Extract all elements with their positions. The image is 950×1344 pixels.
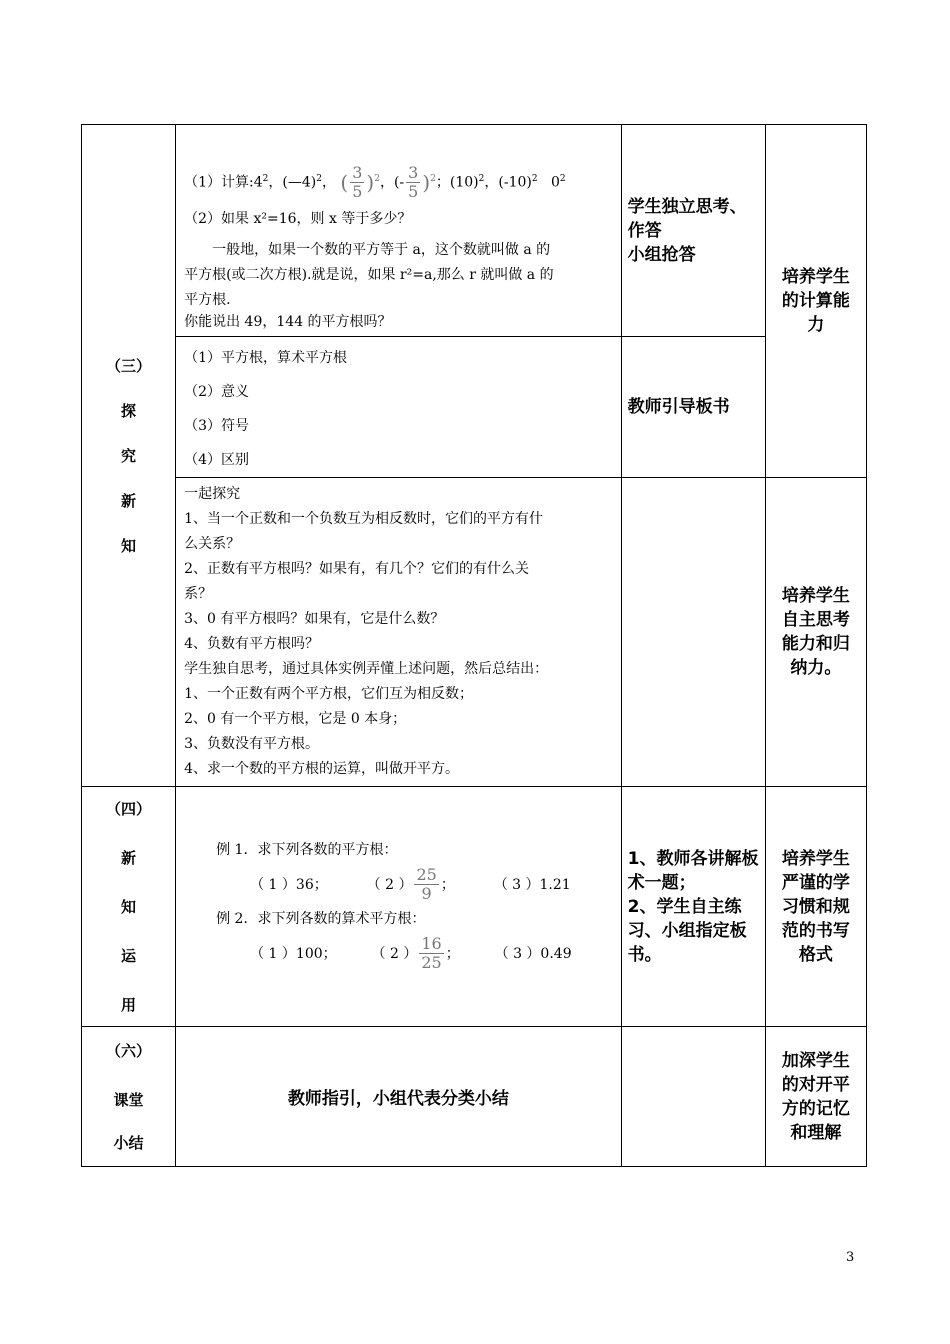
list-item: 3、负数没有平方根。 xyxy=(184,736,320,752)
activity-cell: 学生独立思考、作答 小组抢答 xyxy=(621,125,765,337)
list-item: 学生独自思考，通过具体实例弄懂上述问题，然后总结出： xyxy=(184,661,549,677)
calc-text: ；(10) xyxy=(435,174,479,191)
table-row xyxy=(82,478,867,787)
table-row xyxy=(82,1027,867,1167)
superscript: 2 xyxy=(374,174,380,184)
list-item: 3、0 有平方根吗？如果有，它是什么数？ xyxy=(184,611,445,627)
example-items xyxy=(216,932,613,976)
fraction-numerator: 3 xyxy=(408,163,419,183)
calc-label: （1）计算:4 xyxy=(184,174,263,191)
calc-line xyxy=(184,159,613,203)
section-apply-line: 运 xyxy=(121,947,137,965)
definition-line: 平方根(或二次方根).就是说，如果 r²=a,那么 r 就叫做 a 的 xyxy=(184,266,554,283)
fraction-denominator: 5 xyxy=(408,182,419,202)
example-item: （ 1 ）100； xyxy=(250,945,337,962)
superscript: 2 xyxy=(559,174,566,184)
table-row xyxy=(82,125,867,337)
example-item: （ 2 ） xyxy=(366,876,413,893)
section-explore-line: 新 xyxy=(121,492,137,510)
activity-cell xyxy=(621,1027,765,1167)
table-row xyxy=(82,787,867,1027)
superscript: 2 xyxy=(531,174,538,184)
section-explore xyxy=(82,125,176,787)
list-item: 2、0 有一个平方根，它是 0 本身； xyxy=(184,711,407,727)
table-row xyxy=(82,337,867,478)
fraction-denominator: 9 xyxy=(414,884,438,903)
fraction-numerator: 25 xyxy=(416,865,437,884)
fraction-denominator: 5 xyxy=(352,182,363,202)
activity-cell: 教师引导板书 xyxy=(621,337,765,478)
example-item: ； xyxy=(440,876,455,893)
goal-cell: 培养学生自主思考能力和归纳力。 xyxy=(765,478,866,787)
list-item: 一起探究 xyxy=(184,486,241,502)
example-item: ； xyxy=(445,945,460,962)
example-item: （ 3 ）0.49 xyxy=(494,945,572,962)
example-title: 例 1．求下列各数的平方根： xyxy=(216,841,398,858)
content-cell-definition xyxy=(176,125,622,337)
section-summary-line: （六） xyxy=(106,1042,152,1060)
list-item: 系？ xyxy=(184,586,213,602)
goal-cell: 加深学生的对开平方的记忆和理解 xyxy=(765,1027,866,1167)
list-item: （3）符号 xyxy=(184,418,250,434)
section-summary xyxy=(82,1027,176,1167)
paren-close: ) xyxy=(422,170,431,195)
example-title: 例 2．求下列各数的算术平方根： xyxy=(216,910,426,927)
calc-text: ， xyxy=(321,174,336,191)
superscript: 2 xyxy=(430,174,436,184)
content-cell-explore xyxy=(176,478,622,787)
list-item: 2、正数有平方根吗？如果有，有几个？它们的有什么关 xyxy=(184,561,530,577)
fraction xyxy=(406,164,420,201)
activity-cell: 1、教师各讲解板术一题； 2、学生自主练习、小组指定板书。 xyxy=(621,787,765,1027)
fraction xyxy=(414,866,438,903)
example-items xyxy=(216,863,613,907)
calc-text: ，(- xyxy=(379,174,405,191)
question-line: 你能说出 49，144 的平方根吗？ xyxy=(184,313,392,330)
fraction-numerator: 16 xyxy=(421,934,442,953)
list-item: （1）平方根，算术平方根 xyxy=(184,350,348,366)
list-item: 1、当一个正数和一个负数互为相反数时，它们的平方有什 xyxy=(184,511,544,527)
fraction xyxy=(350,164,364,201)
superscript: 2 xyxy=(316,174,322,184)
calc-text: 0 xyxy=(550,174,560,191)
example-item: （ 2 ） xyxy=(371,945,418,962)
definition-line: 平方根. xyxy=(184,291,231,308)
fraction-numerator: 3 xyxy=(352,163,363,183)
definition-line: 一般地，如果一个数的平方等于 a，这个数就叫做 a 的 xyxy=(212,241,551,258)
list-item: （2）意义 xyxy=(184,384,250,400)
fraction xyxy=(419,935,443,972)
content-cell-summary: 教师指引，小组代表分类小结 xyxy=(176,1027,622,1167)
list-item: 4、负数有平方根吗？ xyxy=(184,636,320,652)
section-explore-line: 究 xyxy=(121,447,137,465)
section-explore-line: （三） xyxy=(106,357,152,375)
section-apply xyxy=(82,787,176,1027)
example-item: （ 3 ）1.21 xyxy=(493,876,571,893)
lesson-plan-table xyxy=(81,124,867,1167)
content-cell-concepts xyxy=(176,337,622,478)
superscript: 2 xyxy=(478,174,485,184)
page-number: 3 xyxy=(846,1250,855,1265)
question-2: （2）如果 x²=16，则 x 等于多少？ xyxy=(184,210,412,227)
section-apply-line: 用 xyxy=(121,996,137,1014)
section-explore-line: 知 xyxy=(121,537,137,555)
fraction-denominator: 25 xyxy=(421,953,442,972)
paren-open: ( xyxy=(340,170,349,195)
calc-text: ，(—4) xyxy=(268,174,317,191)
section-summary-line: 小结 xyxy=(113,1134,144,1152)
example-item: （ 1 ）36； xyxy=(250,876,328,893)
goal-cell: 培养学生的计算能力 xyxy=(765,125,866,478)
list-item: 么关系？ xyxy=(184,536,241,552)
section-apply-line: 知 xyxy=(121,898,137,916)
section-summary-line: 课堂 xyxy=(113,1091,144,1109)
list-item: （4）区别 xyxy=(184,452,250,468)
goal-cell: 培养学生严谨的学习惯和规范的书写格式 xyxy=(765,787,866,1027)
section-apply-line: 新 xyxy=(121,849,137,867)
list-item: 1、一个正数有两个平方根，它们互为相反数； xyxy=(184,686,474,702)
section-explore-line: 探 xyxy=(121,402,137,420)
section-apply-line: （四） xyxy=(106,800,152,818)
paren-close: ) xyxy=(366,170,375,195)
activity-cell xyxy=(621,478,765,787)
calc-text: ，(-10) xyxy=(484,174,532,191)
list-item: 4、求一个数的平方根的运算，叫做开平方。 xyxy=(184,761,460,777)
superscript: 2 xyxy=(262,174,269,184)
content-cell-examples xyxy=(176,787,622,1027)
